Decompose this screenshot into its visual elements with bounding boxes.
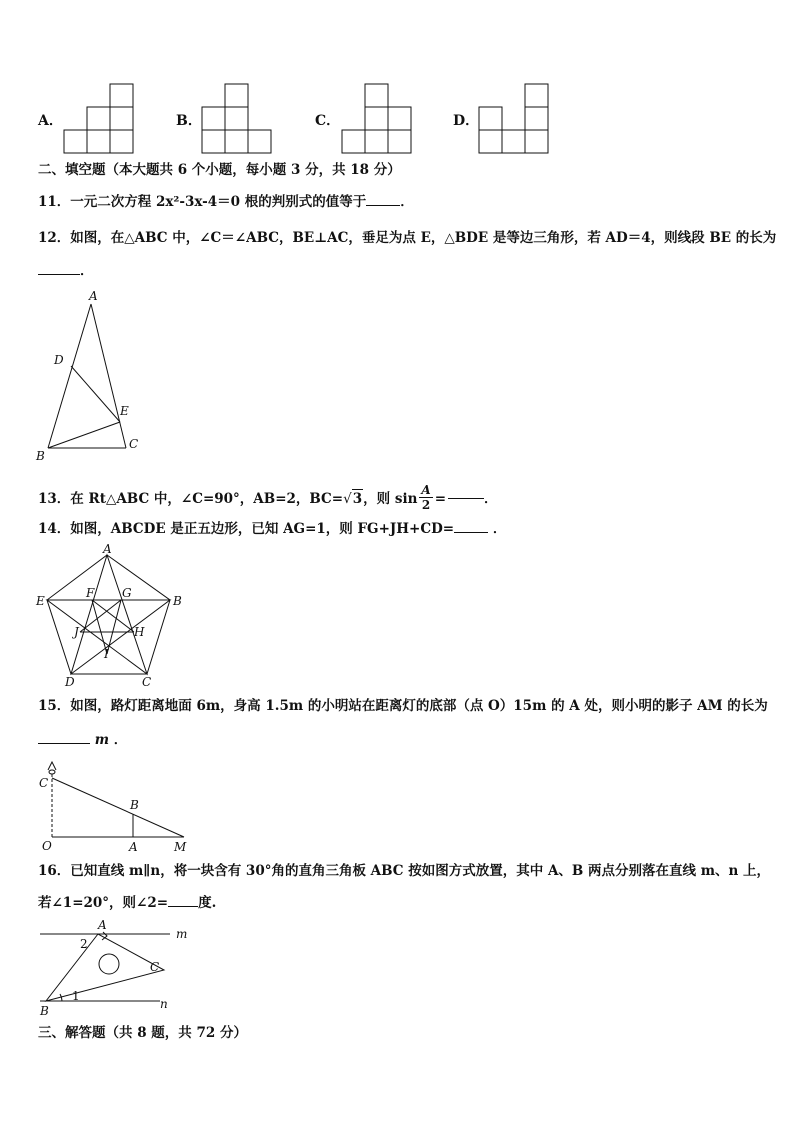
q13-prefix: 13．在 Rt△ABC 中，∠C=90°，AB=2，BC= [38, 490, 344, 507]
q15-label-m: M [174, 840, 187, 853]
q16-line2b: 度. [198, 895, 217, 911]
q15-blank[interactable] [38, 743, 90, 744]
q12-figure [34, 290, 146, 465]
q13-fraction-num: A [421, 483, 431, 497]
q14-figure [34, 542, 184, 690]
section3-heading: 三、解答题（共 8 题，共 72 分） [38, 1025, 247, 1041]
q12-blank-line: ． [38, 262, 94, 280]
q12-label-b: B [36, 449, 45, 463]
q12-label-c: C [129, 437, 139, 451]
q11: 11．一元二次方程 2x²-3x-4＝0 根的判别式的值等于 ． [38, 194, 414, 210]
q14-label-e: E [36, 594, 45, 608]
q14-label-i: I [104, 647, 109, 661]
option-b-label: B． [176, 113, 202, 129]
q15-label-a: A [129, 840, 138, 853]
q14-label-b: B [173, 594, 182, 608]
q12-label-e: E [120, 404, 129, 418]
q16-text: 16．已知直线 m∥n，将一块含有 30°角的直角三角板 ABC 按如图方式放置，其中 A、B 两点分别落在直线 m、n 上， [38, 863, 771, 879]
q15-label-c: C [39, 776, 49, 790]
q16-label-a: A [98, 918, 107, 932]
section2-heading: 二、填空题（本大题共 6 个小题，每小题 3 分，共 18 分） [38, 162, 401, 178]
q11-blank[interactable] [366, 205, 400, 206]
q12-blank[interactable] [38, 274, 80, 275]
q15-label-o: O [42, 839, 52, 853]
q16-label-m: m [176, 927, 188, 941]
q13-mid: ，则 sin [363, 490, 418, 507]
option-c-figure [340, 83, 412, 155]
q12-text: 12．如图，在△ABC 中，∠C＝∠ABC，BE⊥AC，垂足为点 E，△BDE 是等边三角形，若 AD＝4，则线段 BE 的长为 [38, 230, 777, 246]
option-d-figure [477, 83, 549, 155]
q16-label-1: 1 [72, 989, 80, 1003]
q14-label-a: A [103, 542, 112, 556]
q13-blank[interactable] [448, 498, 484, 499]
q16-line2 [38, 894, 216, 912]
q14-label-f: F [86, 586, 95, 600]
q15-text: 15．如图，路灯距离地面 6m，身高 1.5m 的小明站在距离灯的底部（点 O）15m 的 A 处，则小明的影子 AM 的长为 [38, 698, 768, 714]
q13-sqrt-value: 3 [352, 491, 363, 507]
q14-label-c: C [142, 675, 152, 689]
q16-label-n: n [160, 997, 168, 1011]
option-a-label: A． [38, 113, 63, 129]
q13-fraction-den: 2 [421, 498, 431, 512]
option-d-label: D． [453, 113, 480, 129]
q15-figure [34, 758, 194, 853]
q16-label-b: B [40, 1004, 49, 1018]
q13-fraction [419, 483, 432, 512]
q14-label-g: G [122, 586, 132, 600]
q16-figure [34, 918, 194, 1020]
q15-blank-line: m ． [38, 731, 127, 749]
q14-label-d: D [65, 675, 75, 689]
option-b-figure [200, 83, 272, 155]
q16-blank[interactable] [168, 906, 198, 907]
q15-unit: m [94, 732, 109, 748]
q14-label-j: J [74, 625, 79, 639]
q13-eq: = [434, 490, 447, 507]
q13: 13．在 Rt△ABC 中，∠C=90°，AB=2，BC= √ 3 ，则 sin $\frac{A}{2}$ = ． [38, 483, 498, 512]
q13-sqrt: √ 3 [343, 491, 363, 507]
q11-text: 11．一元二次方程 2x²-3x-4＝0 根的判别式的值等于 [38, 194, 367, 210]
q16-label-c: C [150, 960, 160, 974]
q14: 14．如图，ABCDE 是正五边形，已知 AG=1，则 FG+JH+CD= ． [38, 521, 507, 537]
q14-text: 14．如图，ABCDE 是正五边形，已知 AG=1，则 FG+JH+CD= [38, 521, 455, 537]
option-a-figure [62, 83, 134, 155]
option-c-label: C． [315, 113, 341, 129]
q16-line2a: 若∠1=20°，则∠2= [38, 895, 169, 911]
q14-label-h: H [134, 625, 145, 639]
q14-blank[interactable] [454, 532, 488, 533]
q15-label-b: B [130, 798, 139, 812]
q12-label-a: A [89, 290, 98, 303]
q16-label-2: 2 [80, 937, 88, 951]
q12-label-d: D [54, 353, 64, 367]
